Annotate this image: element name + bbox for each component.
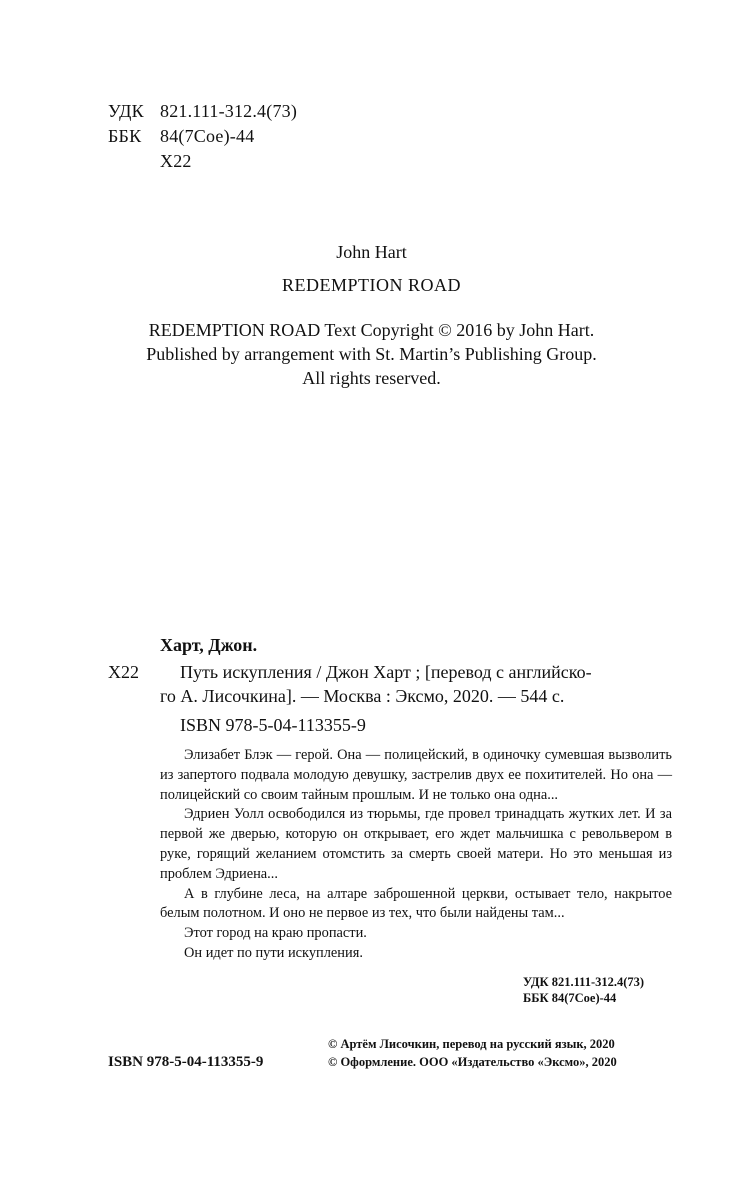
annotation-paragraph: А в глубине леса, на алтаре заброшенной церкви, остывает тело, накрытое белым полотном. И оно не первое из тех, что были найдены там...: [160, 885, 672, 922]
footer-copyright-design: © Оформление. ООО «Издательство «Эксмо», 2020: [328, 1055, 617, 1069]
description-line-1: Путь искупления / Джон Харт ; [перевод с английско-: [180, 662, 592, 682]
bbk-line: [108, 126, 254, 147]
original-author: John Hart: [336, 242, 407, 262]
annotation-paragraph: Элизабет Блэк — герой. Она — полицейский, в одиночку сумевшая вызволить из запертого подвала молодую девушку, застрелив двух ее похитителей. Но она — полицейский со своим тайным прошлым. И не только она одна...: [160, 747, 672, 803]
original-title: REDEMPTION ROAD: [281, 275, 461, 295]
bottom-bbk: ББК 84(7Сое)-44: [523, 991, 617, 1005]
udk-value: 821.111-312.4(73): [160, 101, 298, 121]
author-mark-bottom: Х22: [108, 662, 139, 682]
annotation: [160, 746, 672, 964]
footer-copyright-translation: © Артём Лисочкин, перевод на русский язык, 2020: [328, 1037, 615, 1051]
footer-isbn: ISBN 978-5-04-113355-9: [108, 1054, 264, 1070]
annotation-paragraph: Он идет по пути искупления.: [184, 944, 363, 961]
isbn-record: ISBN 978-5-04-113355-9: [180, 715, 366, 735]
udk-line: [108, 101, 297, 122]
copyright-line-1: REDEMPTION ROAD Text Copyright © 2016 by John Hart.: [148, 320, 595, 340]
udk-label: УДК: [108, 101, 144, 121]
bbk-value: 84(7Сое)-44: [160, 126, 255, 146]
description-line-2: го А. Лисочкина]. — Москва : Эксмо, 2020. — 544 с.: [160, 686, 565, 706]
bottom-udk: УДК 821.111-312.4(73): [523, 975, 645, 989]
copyright-line-3: All rights reserved.: [302, 368, 441, 388]
bbk-label: ББК: [108, 126, 142, 146]
author-heading: Харт, Джон.: [160, 635, 258, 655]
copyright-line-2: Published by arrangement with St. Martin’s Publishing Group.: [146, 344, 597, 364]
annotation-paragraph: Этот город на краю пропасти.: [184, 925, 367, 942]
author-mark-top: Х22: [160, 151, 192, 171]
annotation-paragraph: Эдриен Уолл освободился из тюрьмы, где провел тринадцать жутких лет. И за первой же дверью, которую он открывает, его ждет мальчишка с револьвером в руке, горящий желанием отомстить за смерть своей матери. Но это меньшая из проблем Эдриена...: [160, 806, 672, 882]
